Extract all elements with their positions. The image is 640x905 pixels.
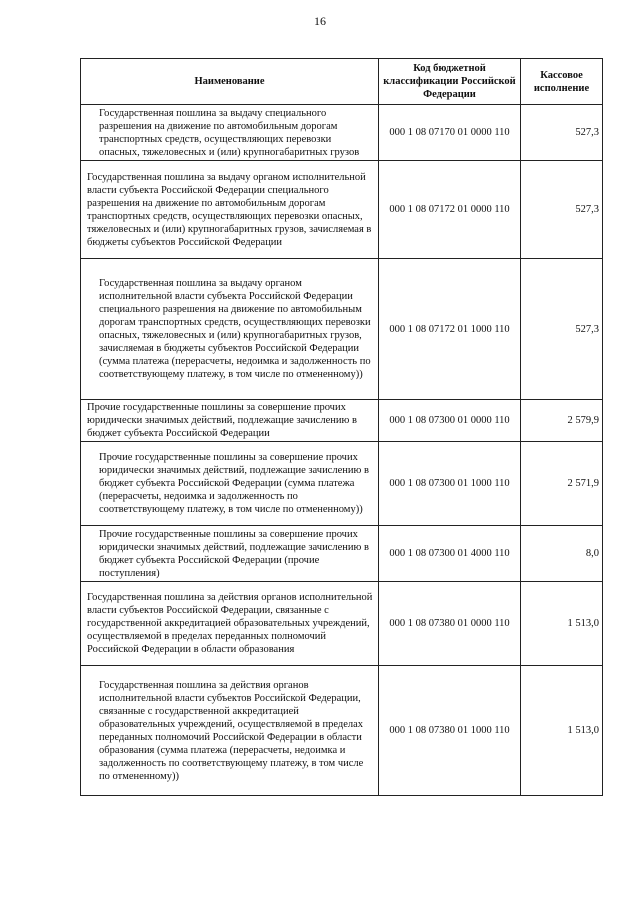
row-code: 000 1 08 07300 01 0000 110 — [379, 400, 521, 442]
row-name: Прочие государственные пошлины за совершение прочих юридически значимых действий, подлежащие зачислению в бюджет субъекта Российской Федерации (прочие поступления) — [81, 526, 379, 582]
row-amount: 527,3 — [521, 105, 603, 161]
header-code: Код бюджетной классификации Российской Федерации — [379, 59, 521, 105]
row-name: Государственная пошлина за выдачу органом исполнительной власти субъекта Российской Федерации специального разрешения на движение по автомобильным дорогам транспортных средств, осуществляющих перевозки опасных, тяжеловесных и (или) крупногабаритных грузов, зачисляемая в бюджеты субъектов Российской Федерации — [81, 161, 379, 259]
row-name: Государственная пошлина за действия органов исполнительной власти субъектов Российской Федерации, связанные с государственной аккредитацией образовательных учреждений, осуществляемой в пределах переданных полномочий Российской Федерации в области образования (сумма платежа (перерасчеты, недоимка и задолженность по соответствующему платежу, в том числе по отмененному)) — [81, 666, 379, 796]
header-amount: Кассовое исполнение — [521, 59, 603, 105]
row-amount: 527,3 — [521, 161, 603, 259]
row-name: Государственная пошлина за действия органов исполнительной власти субъектов Российской Федерации, связанные с государственной аккредитацией образовательных учреждений, осуществляемой в пределах переданных полномочий Российской Федерации в области образования — [81, 582, 379, 666]
row-amount: 2 579,9 — [521, 400, 603, 442]
row-code: 000 1 08 07300 01 4000 110 — [379, 526, 521, 582]
row-code: 000 1 08 07380 01 1000 110 — [379, 666, 521, 796]
table-row — [81, 442, 603, 526]
row-code: 000 1 08 07172 01 0000 110 — [379, 161, 521, 259]
row-amount: 1 513,0 — [521, 666, 603, 796]
table-row — [81, 666, 603, 796]
row-name: Государственная пошлина за выдачу специального разрешения на движение по автомобильным дорогам транспортных средств, осуществляющих перевозки опасных, тяжеловесных и (или) крупногабаритных грузов — [81, 105, 379, 161]
row-amount: 2 571,9 — [521, 442, 603, 526]
row-code: 000 1 08 07170 01 0000 110 — [379, 105, 521, 161]
table-row — [81, 526, 603, 582]
table-row — [81, 582, 603, 666]
row-name: Государственная пошлина за выдачу органом исполнительной власти субъекта Российской Федерации специального разрешения на движение по автомобильным дорогам транспортных средств, осуществляющих перевозки опасных, тяжеловесных и (или) крупногабаритных грузов, зачисляемая в бюджеты субъектов Российской Федерации (сумма платежа (перерасчеты, недоимка и задолженность по соответствующему платежу, в том числе по отмененному)) — [81, 259, 379, 400]
row-name: Прочие государственные пошлины за совершение прочих юридически значимых действий, подлежащие зачислению в бюджет субъекта Российской Федерации (сумма платежа (перерасчеты, недоимка и задолженность по соответствующему платежу, в том числе по отмененному)) — [81, 442, 379, 526]
row-amount: 1 513,0 — [521, 582, 603, 666]
table-row — [81, 105, 603, 161]
table-row — [81, 400, 603, 442]
table-row — [81, 161, 603, 259]
row-code: 000 1 08 07172 01 1000 110 — [379, 259, 521, 400]
row-amount: 527,3 — [521, 259, 603, 400]
row-name: Прочие государственные пошлины за совершение прочих юридически значимых действий, подлежащие зачислению в бюджет субъекта Российской Федерации — [81, 400, 379, 442]
row-code: 000 1 08 07300 01 1000 110 — [379, 442, 521, 526]
table-header-row — [81, 59, 603, 105]
header-name: Наименование — [81, 59, 379, 105]
row-code: 000 1 08 07380 01 0000 110 — [379, 582, 521, 666]
budget-execution-table — [80, 58, 603, 796]
table-row — [81, 259, 603, 400]
page-number: 16 — [314, 14, 326, 28]
row-amount: 8,0 — [521, 526, 603, 582]
